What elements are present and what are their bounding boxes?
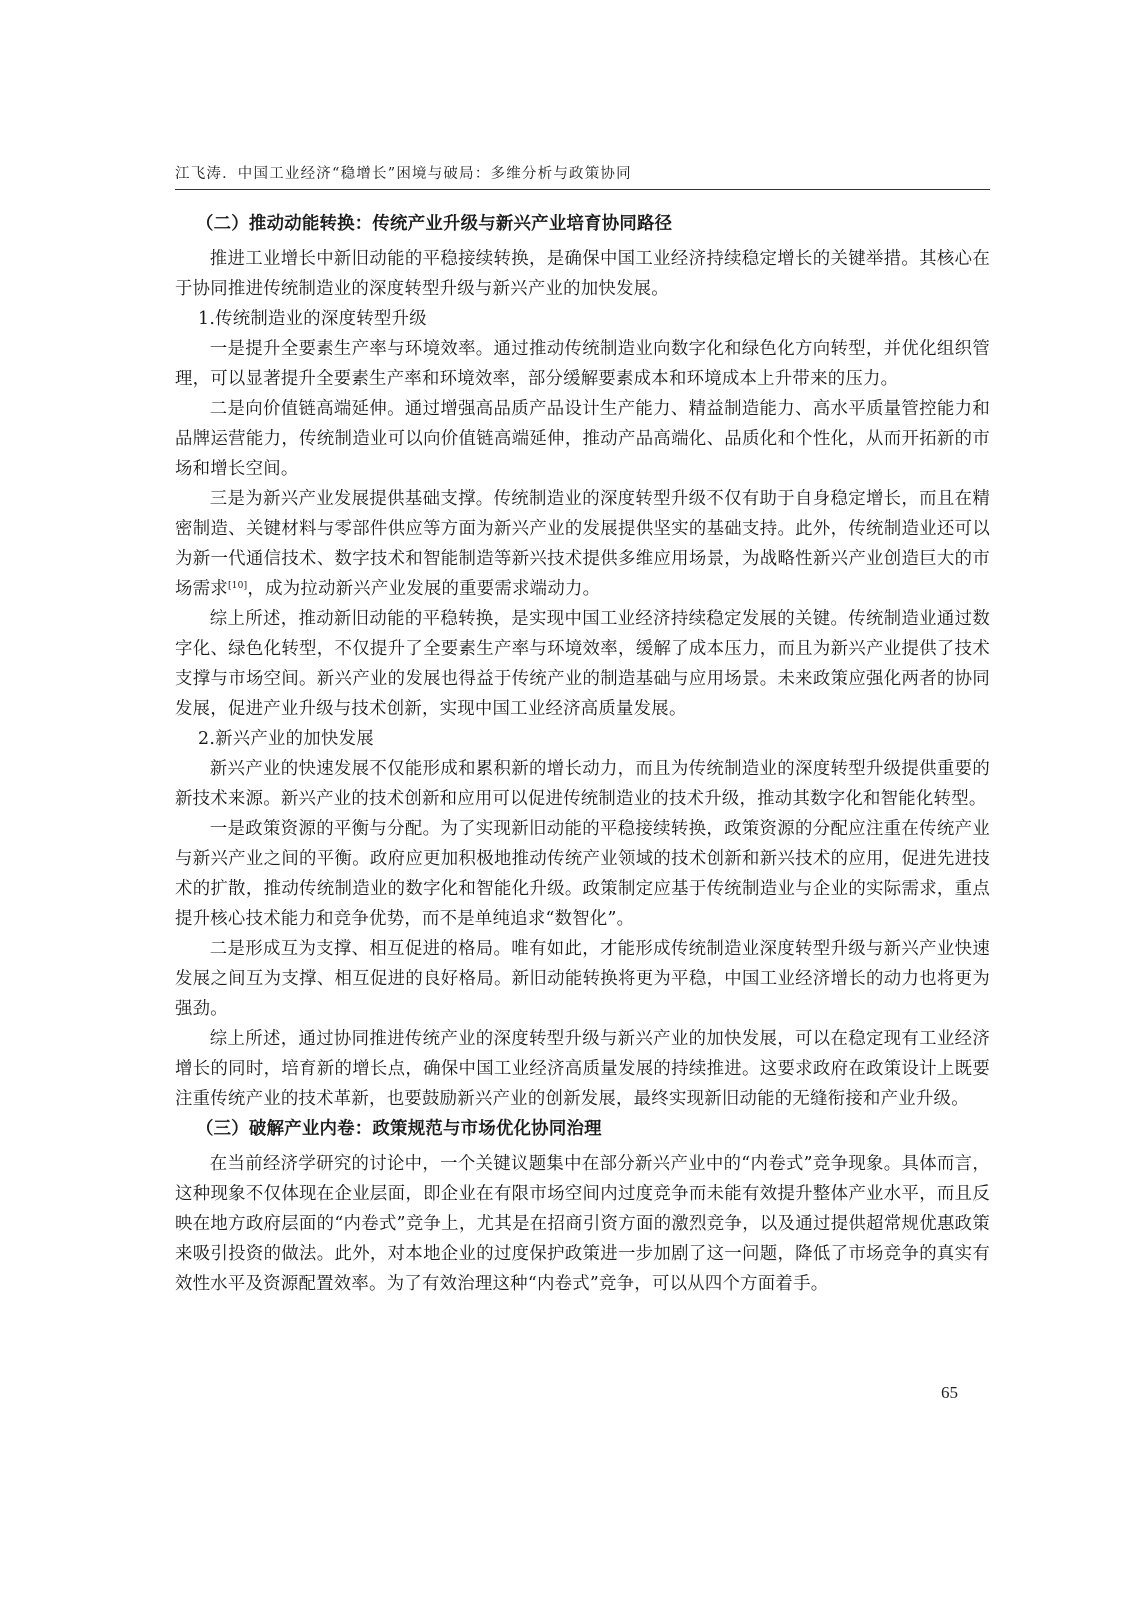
article-body bbox=[175, 209, 990, 1299]
paragraph-summary-2: 综上所述，通过协同推进传统产业的深度转型升级与新兴产业的加快发展，可以在稳定现有工业经济增长的同时，培育新的增长点，确保中国工业经济高质量发展的持续推进。这要求政府在政策设计上既要注重传统产业的技术革新，也要鼓励新兴产业的创新发展，最终实现新旧动能的无缝衔接和产业升级。 bbox=[175, 1029, 990, 1109]
section-heading-3: （三）破解产业内卷：政策规范与市场优化协同治理 bbox=[196, 1119, 602, 1139]
section-heading-2: （二）推动动能转换：传统产业升级与新兴产业培育协同路径 bbox=[196, 214, 673, 234]
subsection-title-1: 1.传统制造业的深度转型升级 bbox=[198, 309, 427, 329]
subsection-title-2: 2.新兴产业的加快发展 bbox=[198, 729, 374, 749]
paragraph-mutual-support: 二是形成互为支撑、相互促进的格局。唯有如此，才能形成传统制造业深度转型升级与新兴产业快速发展之间互为支撑、相互促进的良好格局。新旧动能转换将更为平稳，中国工业经济增长的动力也将更为强劲。 bbox=[175, 939, 990, 1019]
paragraph-involution: 在当前经济学研究的讨论中，一个关键议题集中在部分新兴产业中的“内卷式”竞争现象。具体而言，这种现象不仅体现在企业层面，即企业在有限市场空间内过度竞争而未能有效提升整体产业水平，而且反映在地方政府层面的“内卷式”竞争上，尤其是在招商引资方面的激烈竞争，以及通过提供超常规优惠政策来吸引投资的做法。此外，对本地企业的过度保护政策进一步加剧了这一问题，降低了市场竞争的真实有效性水平及资源配置效率。为了有效治理这种“内卷式”竞争，可以从四个方面着手。 bbox=[175, 1154, 990, 1294]
page-number: 65 bbox=[941, 1383, 958, 1402]
paragraph-value-chain: 二是向价值链高端延伸。通过增强高品质产品设计生产能力、精益制造能力、高水平质量管控能力和品牌运营能力，传统制造业可以向价值链高端延伸，推动产品高端化、品质化和个性化，从而开拓新的市场和增长空间。 bbox=[175, 399, 990, 479]
paragraph-policy-balance: 一是政策资源的平衡与分配。为了实现新旧动能的平稳接续转换，政策资源的分配应注重在传统产业与新兴产业之间的平衡。政府应更加积极地推动传统产业领域的技术创新和新兴技术的应用，促进先进技术的扩散，推动传统制造业的数字化和智能化升级。政策制定应基于传统制造业与企业的实际需求，重点提升核心技术能力和竞争优势，而不是单纯追求“数智化”。 bbox=[175, 819, 990, 929]
paragraph-tfp: 一是提升全要素生产率与环境效率。通过推动传统制造业向数字化和绿色化方向转型，并优化组织管理，可以显著提升全要素生产率和环境效率，部分缓解要素成本和环境成本上升带来的压力。 bbox=[175, 339, 990, 389]
header-rule bbox=[175, 189, 990, 190]
paragraph-intro: 推进工业增长中新旧动能的平稳接续转换，是确保中国工业经济持续稳定增长的关键举措。其核心在于协同推进传统制造业的深度转型升级与新兴产业的加快发展。 bbox=[175, 249, 990, 299]
citation-ref: [10] bbox=[227, 581, 248, 591]
paragraph-foundation bbox=[175, 484, 990, 604]
paragraph-foundation-tail: ，成为拉动新兴产业发展的重要需求端动力。 bbox=[247, 579, 601, 599]
paragraph-emerging: 新兴产业的快速发展不仅能形成和累积新的增长动力，而且为传统制造业的深度转型升级提供重要的新技术来源。新兴产业的技术创新和应用可以促进传统制造业的技术升级，推动其数字化和智能化转型。 bbox=[175, 759, 990, 809]
running-head: 江飞涛．中国工业经济“稳增长”困境与破局：多维分析与政策协同 bbox=[175, 166, 632, 182]
paragraph-foundation-text: 三是为新兴产业发展提供基础支撑。传统制造业的深度转型升级不仅有助于自身稳定增长，而且在精密制造、关键材料与零部件供应等方面为新兴产业的发展提供坚实的基础支持。此外，传统制造业还可以为新一代通信技术、数字技术和智能制造等新兴技术提供多维应用场景，为战略性新兴产业创造巨大的市场需求 bbox=[175, 489, 990, 599]
paragraph-summary-1: 综上所述，推动新旧动能的平稳转换，是实现中国工业经济持续稳定发展的关键。传统制造业通过数字化、绿色化转型，不仅提升了全要素生产率与环境效率，缓解了成本压力，而且为新兴产业提供了技术支撑与市场空间。新兴产业的发展也得益于传统产业的制造基础与应用场景。未来政策应强化两者的协同发展，促进产业升级与技术创新，实现中国工业经济高质量发展。 bbox=[175, 609, 990, 719]
